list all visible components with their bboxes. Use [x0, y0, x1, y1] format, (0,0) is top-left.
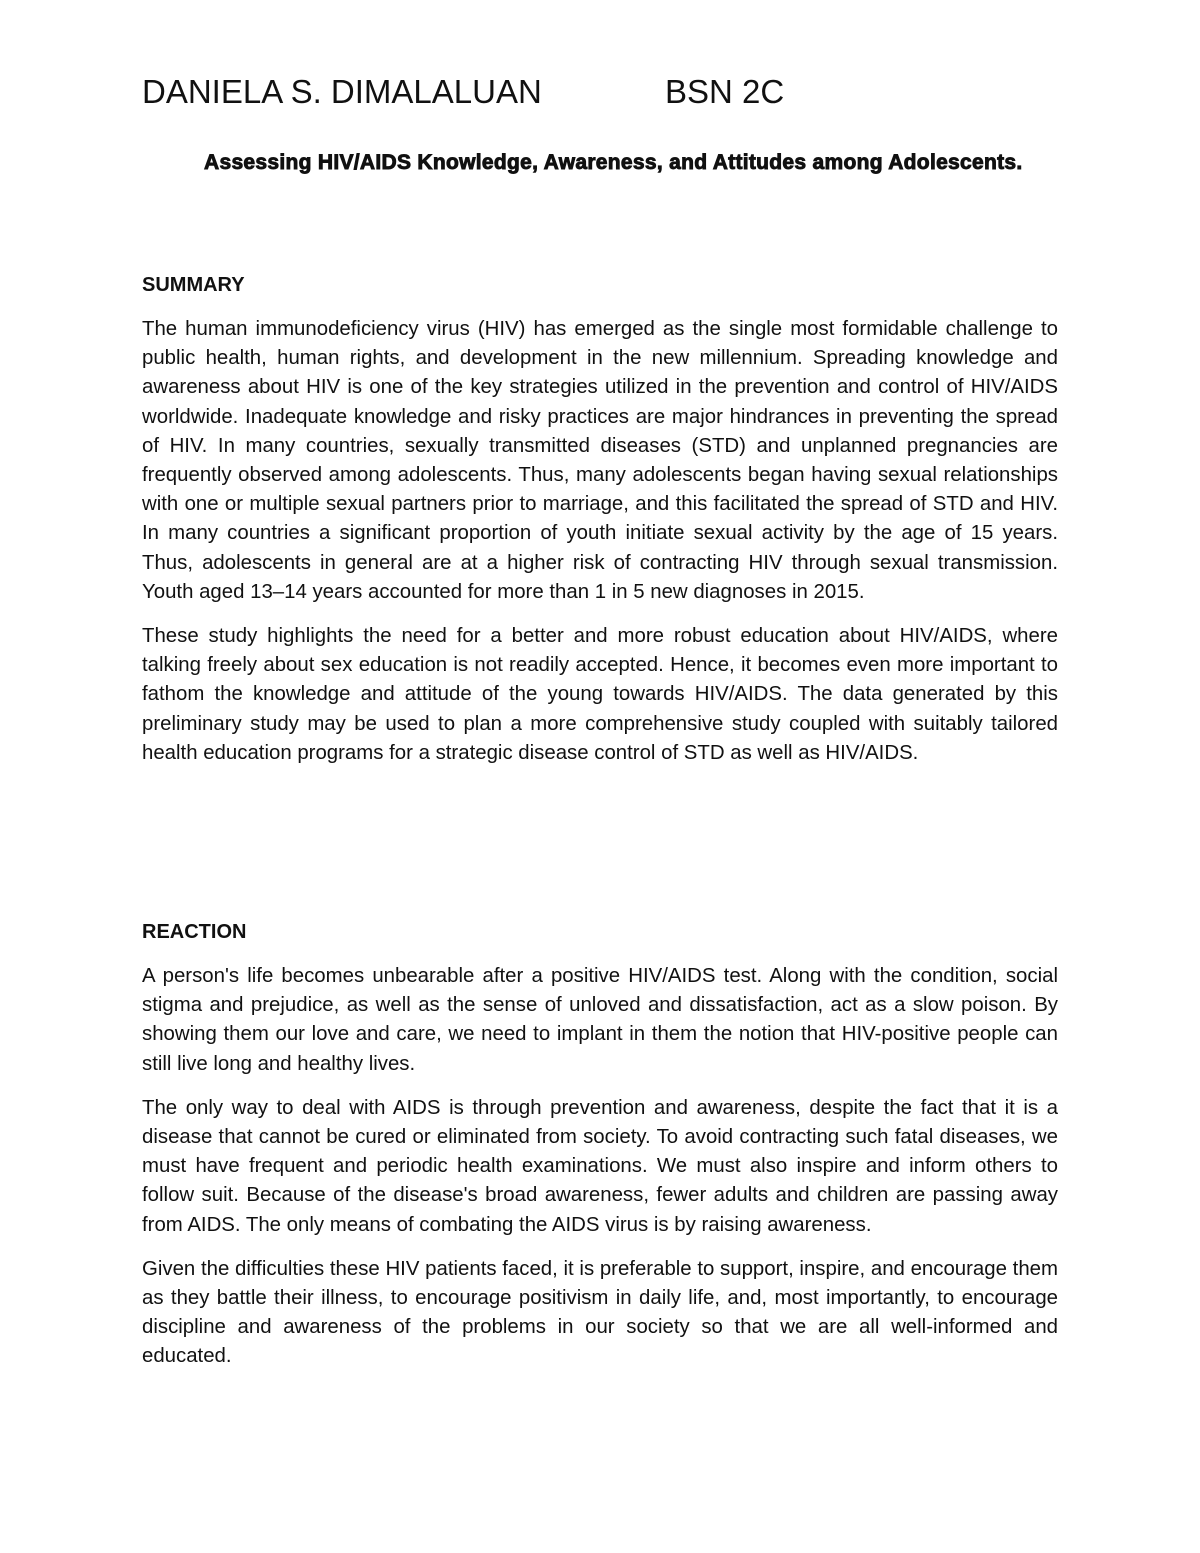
reaction-paragraph: A person's life becomes unbearable after a positive HIV/AIDS test. Along with the condition, social stigma and prejudice, as well as the sense of unloved and dissatisfaction, act as a slow poison. By showing them our love and care, we need to implant in them the notion that HIV-positive people can still live long and healthy lives.: [142, 965, 1058, 1075]
summary-section: [142, 272, 1058, 768]
reaction-paragraph: Given the difficulties these HIV patients faced, it is preferable to support, inspire, and encourage them as they battle their illness, to encourage positivism in daily life, and, most importantly, to encourage discipline and awareness of the problems in our society so that we are all well-informed and educated.: [142, 1257, 1058, 1368]
document-header: [142, 72, 784, 112]
reaction-heading: REACTION: [142, 921, 247, 943]
document-title: Assessing HIV/AIDS Knowledge, Awareness, and Attitudes among Adolescents.: [204, 151, 1023, 174]
author-name: DANIELA S. DIMALALUAN: [142, 73, 542, 110]
summary-paragraph: The human immunodeficiency virus (HIV) has emerged as the single most formidable challenge to public health, human rights, and development in the new millennium. Spreading knowledge and awareness about HIV is one of the key strategies utilized in the prevention and control of HIV/AIDS worldwide. Inadequate knowledge and risky practices are major hindrances in preventing the spread of HIV. In many countries, sexually transmitted diseases (STD) and unplanned pregnancies are frequently observed among adolescents. Thus, many adolescents began having sexual relationships with one or multiple sexual partners prior to marriage, and this facilitated the spread of STD and HIV. In many countries a significant proportion of youth initiate sexual activity by the age of 15 years. Thus, adolescents in general are at a higher risk of contracting HIV through sexual transmission. Youth aged 13–14 years accounted for more than 1 in 5 new diagnoses in 2015.: [142, 318, 1058, 603]
course-section: BSN 2C: [665, 73, 785, 110]
summary-paragraph: These study highlights the need for a better and more robust education about HIV/AIDS, where talking freely about sex education is not readily accepted. Hence, it becomes even more important to fathom the knowledge and attitude of the young towards HIV/AIDS. The data generated by this preliminary study may be used to plan a more comprehensive study coupled with suitably tailored health education programs for a strategic disease control of STD as well as HIV/AIDS.: [142, 625, 1058, 764]
reaction-section: [142, 919, 1058, 1387]
summary-heading: SUMMARY: [142, 274, 245, 296]
reaction-paragraph: The only way to deal with AIDS is through prevention and awareness, despite the fact that it is a disease that cannot be cured or eliminated from society. To avoid contracting such fatal diseases, we must have frequent and periodic health examinations. We must also inspire and inform others to follow suit. Because of the disease's broad awareness, fewer adults and children are passing away from AIDS. The only means of combating the AIDS virus is by raising awareness.: [142, 1096, 1058, 1236]
